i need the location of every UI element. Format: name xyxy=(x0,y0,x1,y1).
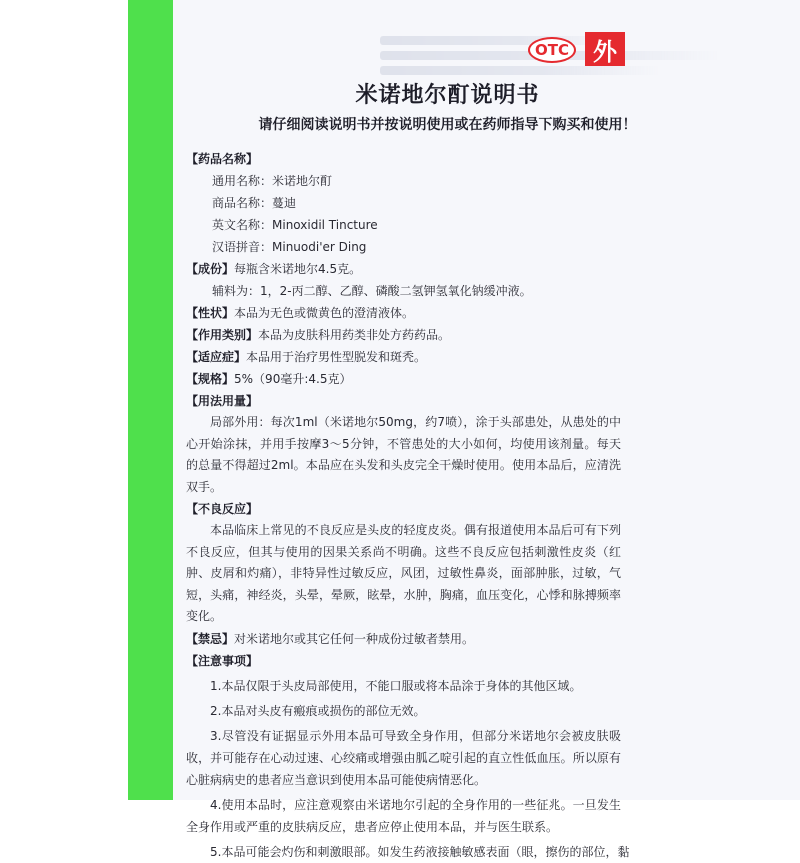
precaution-item: 3.尽管没有证据显示外用本品可导致全身作用，但部分米诺地尔会被皮肤吸收，并可能存在心动过速、心绞痛或增强由胍乙啶引起的直立性低血压。所以原有心脏病病史的患者应当意识到使用本品可能使病情恶化。 xyxy=(186,728,621,787)
section-header: 【药品名称】 xyxy=(186,152,259,166)
drug-name-section xyxy=(186,148,621,258)
pinyin-name: 汉语拼音：Minuodi'er Ding xyxy=(212,240,367,254)
precaution-item: 5.本品可能会灼伤和刺激眼部。如发生药液接触敏感表面（眼，擦伤的部位，黏 xyxy=(210,844,630,859)
adverse-text: 本品临床上常见的不良反应是头皮的轻度皮炎。偶有报道使用本品后可有下列不良反应，但其与使用的因果关系尚不明确。这些不良反应包括刺激性皮炎（红肿、皮屑和灼痛），非特异性过敏反应，风团，过敏性鼻炎，面部肿胀，过敏，气短，头痛，神经炎，头晕，晕厥，眩晕，水肿，胸痛，血压变化，心悸和脉搏频率变化。 xyxy=(186,523,621,623)
precaution-item: 4.使用本品时，应注意观察由米诺地尔引起的全身作用的一些征兆。一旦发生全身作用或严重的皮肤病反应，患者应停止使用本品，并与医生联系。 xyxy=(186,797,621,834)
specification-section xyxy=(186,368,621,390)
contraindication-text: 对米诺地尔或其它任何一种成份过敏者禁用。 xyxy=(234,631,475,646)
precaution-item: 1.本品仅限于头皮局部使用，不能口服或将本品涂于身体的其他区域。 xyxy=(210,678,582,693)
bleed-through-text xyxy=(380,30,780,81)
contraindication-section xyxy=(186,628,621,650)
indication-text: 本品用于治疗男性型脱发和斑秃。 xyxy=(246,350,427,364)
section-header: 【规格】 xyxy=(186,372,235,386)
section-header: 【禁忌】 xyxy=(186,631,235,646)
section-header: 【用法用量】 xyxy=(186,394,259,408)
usage-notice: 请仔细阅读说明书并按说明使用或在药师指导下购买和使用！ xyxy=(258,117,637,133)
trade-name: 商品名称：蔓迪 xyxy=(212,196,297,210)
external-use-badge: 外 xyxy=(585,32,625,66)
indication-section xyxy=(186,346,621,368)
specification-text: 5%（90毫升:4.5克） xyxy=(234,372,352,386)
section-header: 【注意事项】 xyxy=(186,653,259,668)
dosage-text: 局部外用：每次1ml（米诺地尔50mg，约7喷），涂于头部患处，从患处的中心开始涂抹，并用手按摩3～5分钟，不管患处的大小如何，均使用该剂量。每天的总量不得超过2ml。本品应在头发和头皮完全干燥时使用。使用本品后，应清洗双手。 xyxy=(186,415,621,494)
composition-section xyxy=(186,258,621,302)
section-header: 【作用类别】 xyxy=(186,328,259,342)
otc-badge: OTC xyxy=(528,37,576,63)
category-section xyxy=(186,324,621,346)
document-title: 米诺地尔酊说明书 xyxy=(355,83,540,108)
description-text: 本品为无色或微黄色的澄清液体。 xyxy=(234,306,415,320)
precautions-section xyxy=(186,650,630,863)
category-text: 本品为皮肤科用药类非处方药药品。 xyxy=(258,328,451,342)
section-header: 【不良反应】 xyxy=(186,502,259,516)
english-name: 英文名称：Minoxidil Tincture xyxy=(212,218,378,232)
precaution-item: 2.本品对头皮有瘢痕或损伤的部位无效。 xyxy=(210,703,426,718)
excipients-text: 辅料为：1，2-丙二醇、乙醇、磷酸二氢钾氢氧化钠缓冲液。 xyxy=(212,284,532,298)
composition-text: 每瓶含米诺地尔4.5克。 xyxy=(234,262,362,276)
leaflet-body xyxy=(186,148,630,863)
section-header: 【性状】 xyxy=(186,306,235,320)
adverse-section xyxy=(186,498,621,628)
dosage-section xyxy=(186,390,621,498)
section-header: 【成份】 xyxy=(186,262,235,276)
section-header: 【适应症】 xyxy=(186,350,247,364)
generic-name: 通用名称：米诺地尔酊 xyxy=(212,174,333,188)
description-section xyxy=(186,302,621,324)
